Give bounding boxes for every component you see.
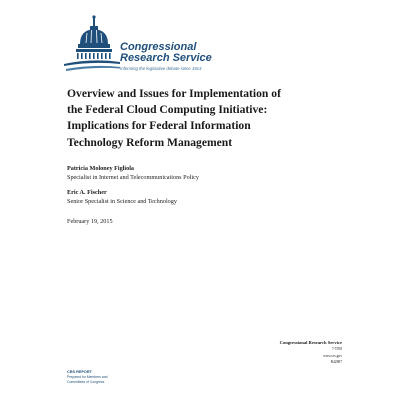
title-line: Technology Reform Management: [67, 135, 233, 149]
document-title: [67, 86, 347, 151]
author-name: Eric A. Fischer: [67, 189, 107, 196]
capitol-dome-icon: [62, 14, 122, 74]
author-name: Patricia Moloney Figliola: [67, 165, 135, 172]
footer-line: Committees of Congress: [67, 379, 105, 384]
logo-title-line2: Research Service: [120, 52, 212, 64]
title-line: the Federal Cloud Computing Initiative:: [67, 103, 268, 117]
crs-website: www.crs.gov: [323, 353, 342, 358]
author-block: [67, 164, 199, 182]
title-line: Overview and Issues for Implementation of: [67, 87, 281, 100]
author-role: Specialist in Internet and Telecommunications Policy: [67, 174, 199, 181]
crs-name: Congressional Research Service: [279, 340, 342, 345]
logo-title-line1: Congressional: [120, 41, 197, 53]
report-date: February 19, 2015: [67, 218, 113, 225]
logo-wordmark: [120, 42, 212, 64]
author-block: [67, 188, 177, 206]
footer-line: Prepared for Members and: [67, 375, 108, 379]
crs-code: 7-5700: [331, 347, 342, 351]
crs-report-footer: [67, 370, 108, 384]
title-line: Implications for Federal Information: [67, 119, 251, 133]
footer-title: CRS REPORT: [67, 370, 92, 374]
crs-report-id: R42887: [330, 360, 342, 364]
crs-logo: [62, 14, 322, 76]
logo-tagline: Informing the legislative debate since 1914: [120, 66, 202, 71]
author-role: Senior Specialist in Science and Technology: [67, 198, 177, 205]
crs-info-block: [280, 339, 342, 366]
